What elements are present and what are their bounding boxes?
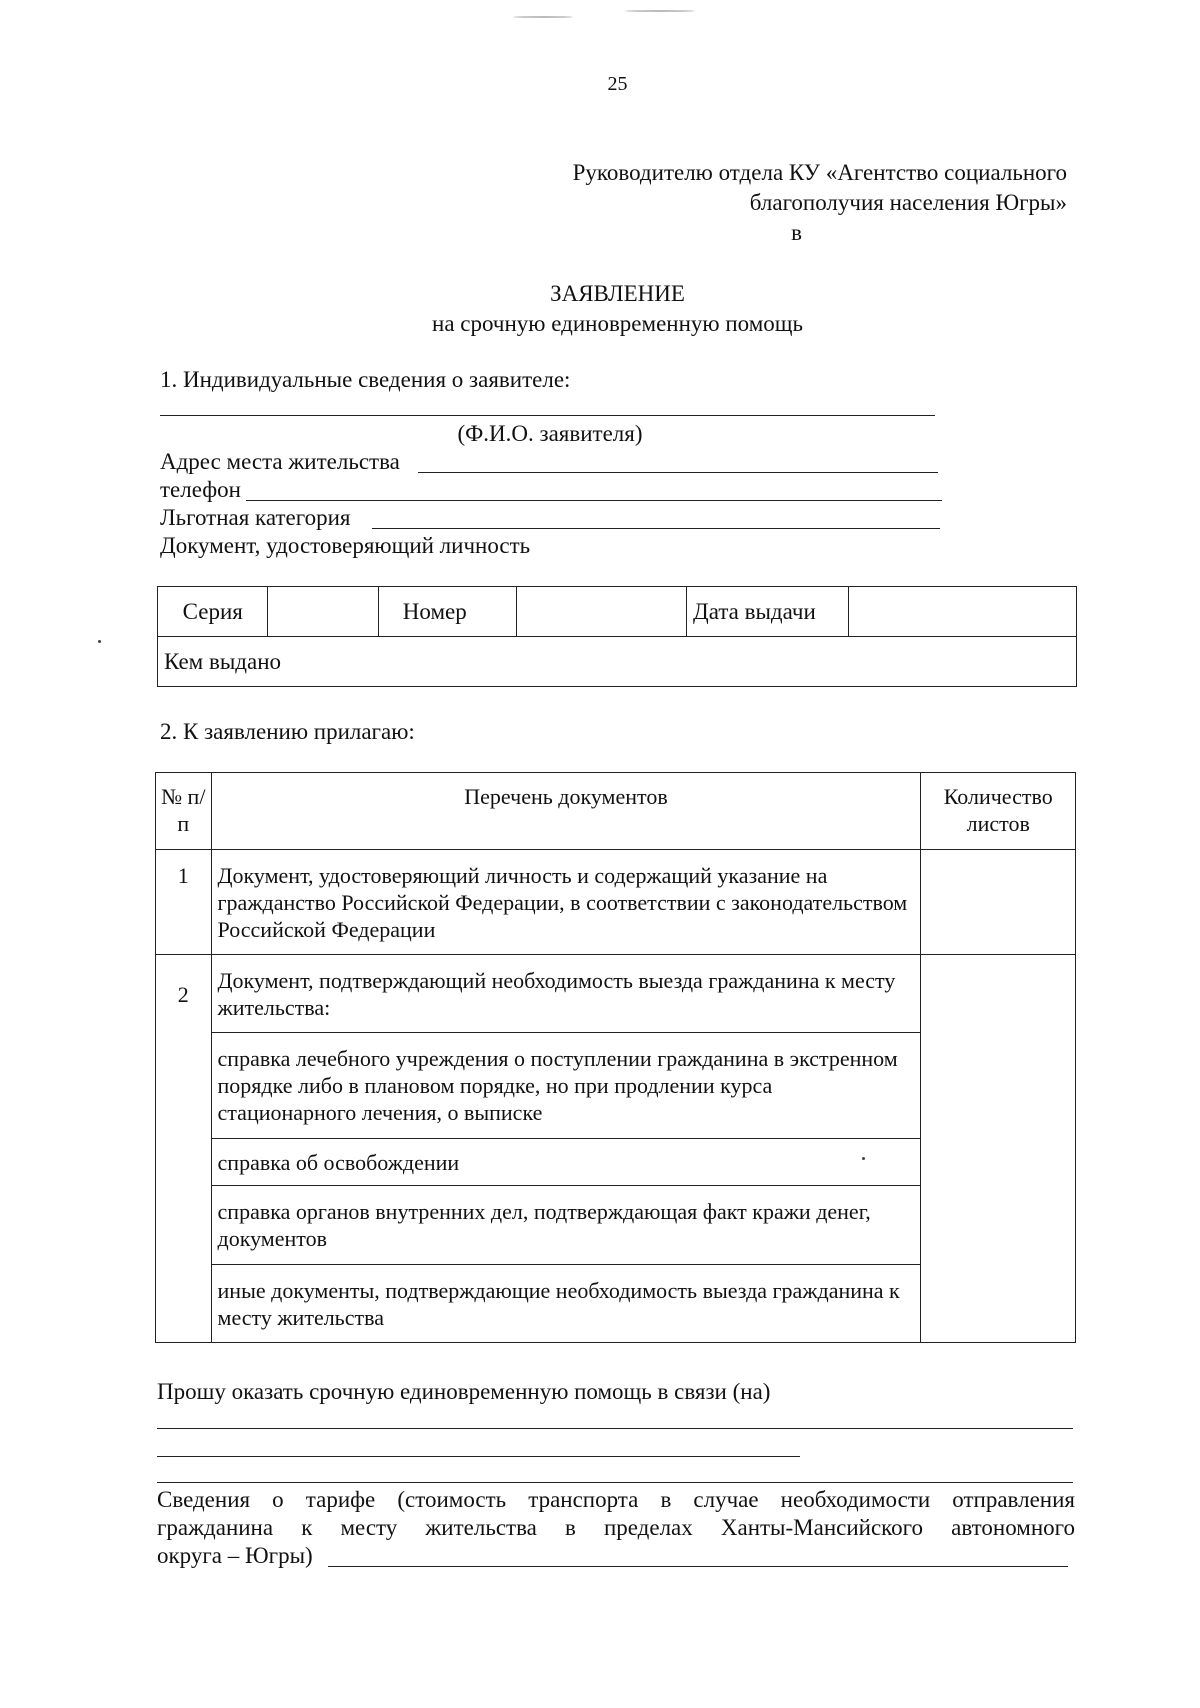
address-field [160, 448, 400, 476]
row-2-num: 2 [156, 955, 212, 1343]
issued-by-cell[interactable] [158, 637, 1077, 687]
section-2-heading: 2. К заявлению прилагаю: [160, 719, 415, 744]
scan-speck [513, 16, 573, 18]
scan-speck [98, 640, 101, 643]
phone-label: телефон [160, 477, 241, 502]
request-input-line-1[interactable] [157, 1428, 1073, 1429]
tariff-input-line[interactable] [328, 1566, 1068, 1567]
category-field [160, 504, 351, 532]
phone-input-line[interactable] [246, 500, 942, 501]
issue-date-label: Дата выдачи [687, 587, 849, 637]
fio-input-line[interactable] [160, 415, 935, 416]
scan-speck [625, 10, 695, 12]
section-1-heading: 1. Индивидуальные сведения о заявителе: [160, 367, 571, 392]
address-label: Адрес места жительства [160, 449, 400, 474]
document-subtitle: на срочную единовременную помощь [432, 311, 803, 336]
request-text: Прошу оказать срочную единовременную помощь в связи (на) [157, 1379, 771, 1404]
addressee-line-2: благополучия населения Югры» [749, 190, 1067, 215]
addressee-block [573, 158, 1067, 248]
col-docs-header: Перечень документов [211, 773, 921, 850]
id-table-row-2 [158, 637, 1077, 687]
attachment-row-1 [156, 850, 1076, 955]
issued-by-label: Кем выдано [164, 648, 282, 674]
series-value-cell[interactable] [268, 587, 378, 637]
address-input-line[interactable] [418, 472, 938, 473]
addressee-line-3: в [791, 220, 802, 245]
scan-speck [862, 1157, 865, 1160]
request-input-line-3[interactable] [157, 1482, 1073, 1483]
row-1-text: Документ, удостоверяющий личность и содержащий указание на гражданство Российской Федерации, в соответствии с законодательством Российской Федерации [211, 850, 921, 955]
attachments-table [155, 772, 1076, 1343]
id-doc-label: Документ, удостоверяющий личность [160, 533, 531, 558]
category-input-line[interactable] [372, 528, 940, 529]
subitem-other-documents: иные документы, подтверждающие необходимость выезда гражданина к месту жительства [211, 1265, 921, 1343]
row-1-sheets-cell[interactable] [921, 850, 1076, 955]
addressee-line-1: Руководителю отдела КУ «Агентство социального [572, 160, 1067, 185]
subitem-release-certificate: справка об освобождении [211, 1139, 921, 1186]
document-title: ЗАЯВЛЕНИЕ [550, 281, 685, 306]
attachment-row-2 [156, 955, 1076, 1033]
row-1-num: 1 [156, 850, 212, 955]
attachments-header-row [156, 773, 1076, 850]
number-value-cell[interactable] [516, 587, 686, 637]
col-sheets-header: Количество листов [921, 773, 1076, 850]
tariff-text-line-3: округа – Югры) [157, 1543, 313, 1568]
id-table-row-1 [158, 587, 1077, 637]
subitem-police-certificate: справка органов внутренних дел, подтверждающая факт кражи денег, документов [211, 1186, 921, 1265]
request-input-line-2[interactable] [157, 1456, 800, 1457]
id-document-table [157, 586, 1077, 687]
number-label: Номер [378, 587, 516, 637]
row-2-text: Документ, подтверждающий необходимость выезда гражданина к месту жительства: [211, 955, 921, 1033]
phone-field [160, 476, 241, 504]
row-2-sheets-cell[interactable] [921, 955, 1076, 1343]
subitem-medical-certificate: справка лечебного учреждения о поступлении гражданина в экстренном порядке либо в плановом порядке, но при продлении курса стационарного лечения, о выписке [211, 1033, 921, 1139]
page-number: 25 [607, 73, 628, 95]
issue-date-value-cell[interactable] [848, 587, 1076, 637]
series-label: Серия [158, 587, 268, 637]
tariff-text-line-1: Сведения о тарифе (стоимость транспорта в случае необходимости отправления [157, 1487, 1075, 1512]
col-num-header: № п/п [156, 773, 212, 850]
tariff-text-line-2: гражданина к месту жительства в пределах Ханты-Мансийского автономного [157, 1515, 1075, 1540]
category-label: Льготная категория [160, 505, 351, 530]
fio-caption: (Ф.И.О. заявителя) [457, 421, 643, 446]
